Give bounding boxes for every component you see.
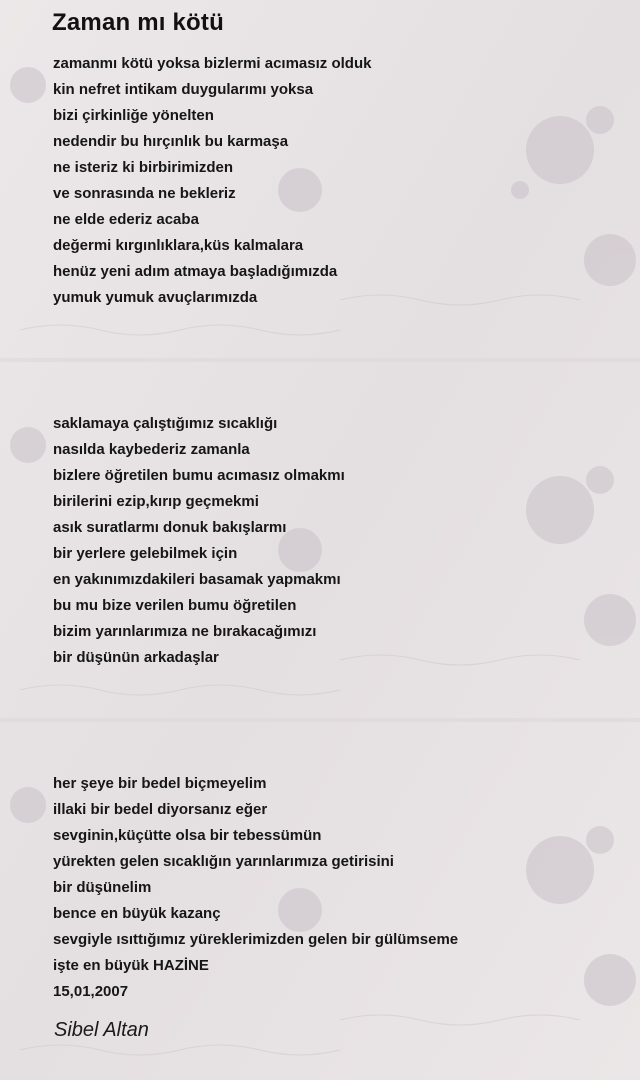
- poem-line: ve sonrasında ne bekleriz: [53, 185, 236, 202]
- poem-line: bizi çirkinliğe yönelten: [53, 107, 214, 124]
- poem-line: henüz yeni adım atmaya başladığımızda: [53, 263, 338, 280]
- poem-line: zamanmı kötü yoksa bizlermi acımasız olduk: [53, 55, 372, 72]
- poem-line: kin nefret intikam duygularımı yoksa: [53, 81, 314, 98]
- poem-date: 15,01,2007: [53, 983, 129, 1000]
- stanza-1: [53, 55, 371, 315]
- poem-line: bir yerlere gelebilmek için: [53, 545, 238, 562]
- poem-line: ne isteriz ki birbirimizden: [53, 159, 234, 176]
- poem-line: asık suratlarmı donuk bakışlarmı: [53, 519, 287, 536]
- poem-line: bir düşünelim: [53, 879, 152, 896]
- poem-line: bizim yarınlarımıza ne bırakacağımızı: [53, 623, 317, 640]
- poem-line: bizlere öğretilen bumu acımasız olmakmı: [53, 467, 345, 484]
- stanza-3: [53, 775, 458, 1009]
- poem-line: yumuk yumuk avuçlarımızda: [53, 289, 258, 306]
- poem-line: değermi kırgınlıklara,küs kalmalara: [53, 237, 304, 254]
- author-name: Sibel Altan: [54, 1019, 149, 1041]
- poem-line: nedendir bu hırçınlık bu karmaşa: [53, 133, 289, 150]
- poem-line: işte en büyük HAZİNE: [53, 957, 209, 974]
- poem-line: sevginin,küçütte olsa bir tebessümün: [53, 827, 322, 844]
- stanza-2: [53, 415, 345, 675]
- poem-line: sevgiyle ısıttığımız yüreklerimizden gelen bir gülümseme: [53, 931, 459, 948]
- poem-line: bence en büyük kazanç: [53, 905, 221, 922]
- poem-line: her şeye bir bedel biçmeyelim: [53, 775, 267, 792]
- poem-line: nasılda kaybederiz zamanla: [53, 441, 250, 458]
- poem-line: yürekten gelen sıcaklığın yarınlarımıza getirisini: [53, 853, 394, 870]
- poem-line: bu mu bize verilen bumu öğretilen: [53, 597, 297, 614]
- poem-line: illaki bir bedel diyorsanız eğer: [53, 801, 268, 818]
- poem-line: ne elde ederiz acaba: [53, 211, 199, 228]
- poem-line: bir düşünün arkadaşlar: [53, 649, 219, 666]
- poem-line: saklamaya çalıştığımız sıcaklığı: [53, 415, 278, 432]
- poem-line: en yakınımızdakileri basamak yapmakmı: [53, 571, 341, 588]
- poem-line: birilerini ezip,kırıp geçmekmi: [53, 493, 259, 510]
- poem-title: Zaman mı kötü: [52, 9, 224, 36]
